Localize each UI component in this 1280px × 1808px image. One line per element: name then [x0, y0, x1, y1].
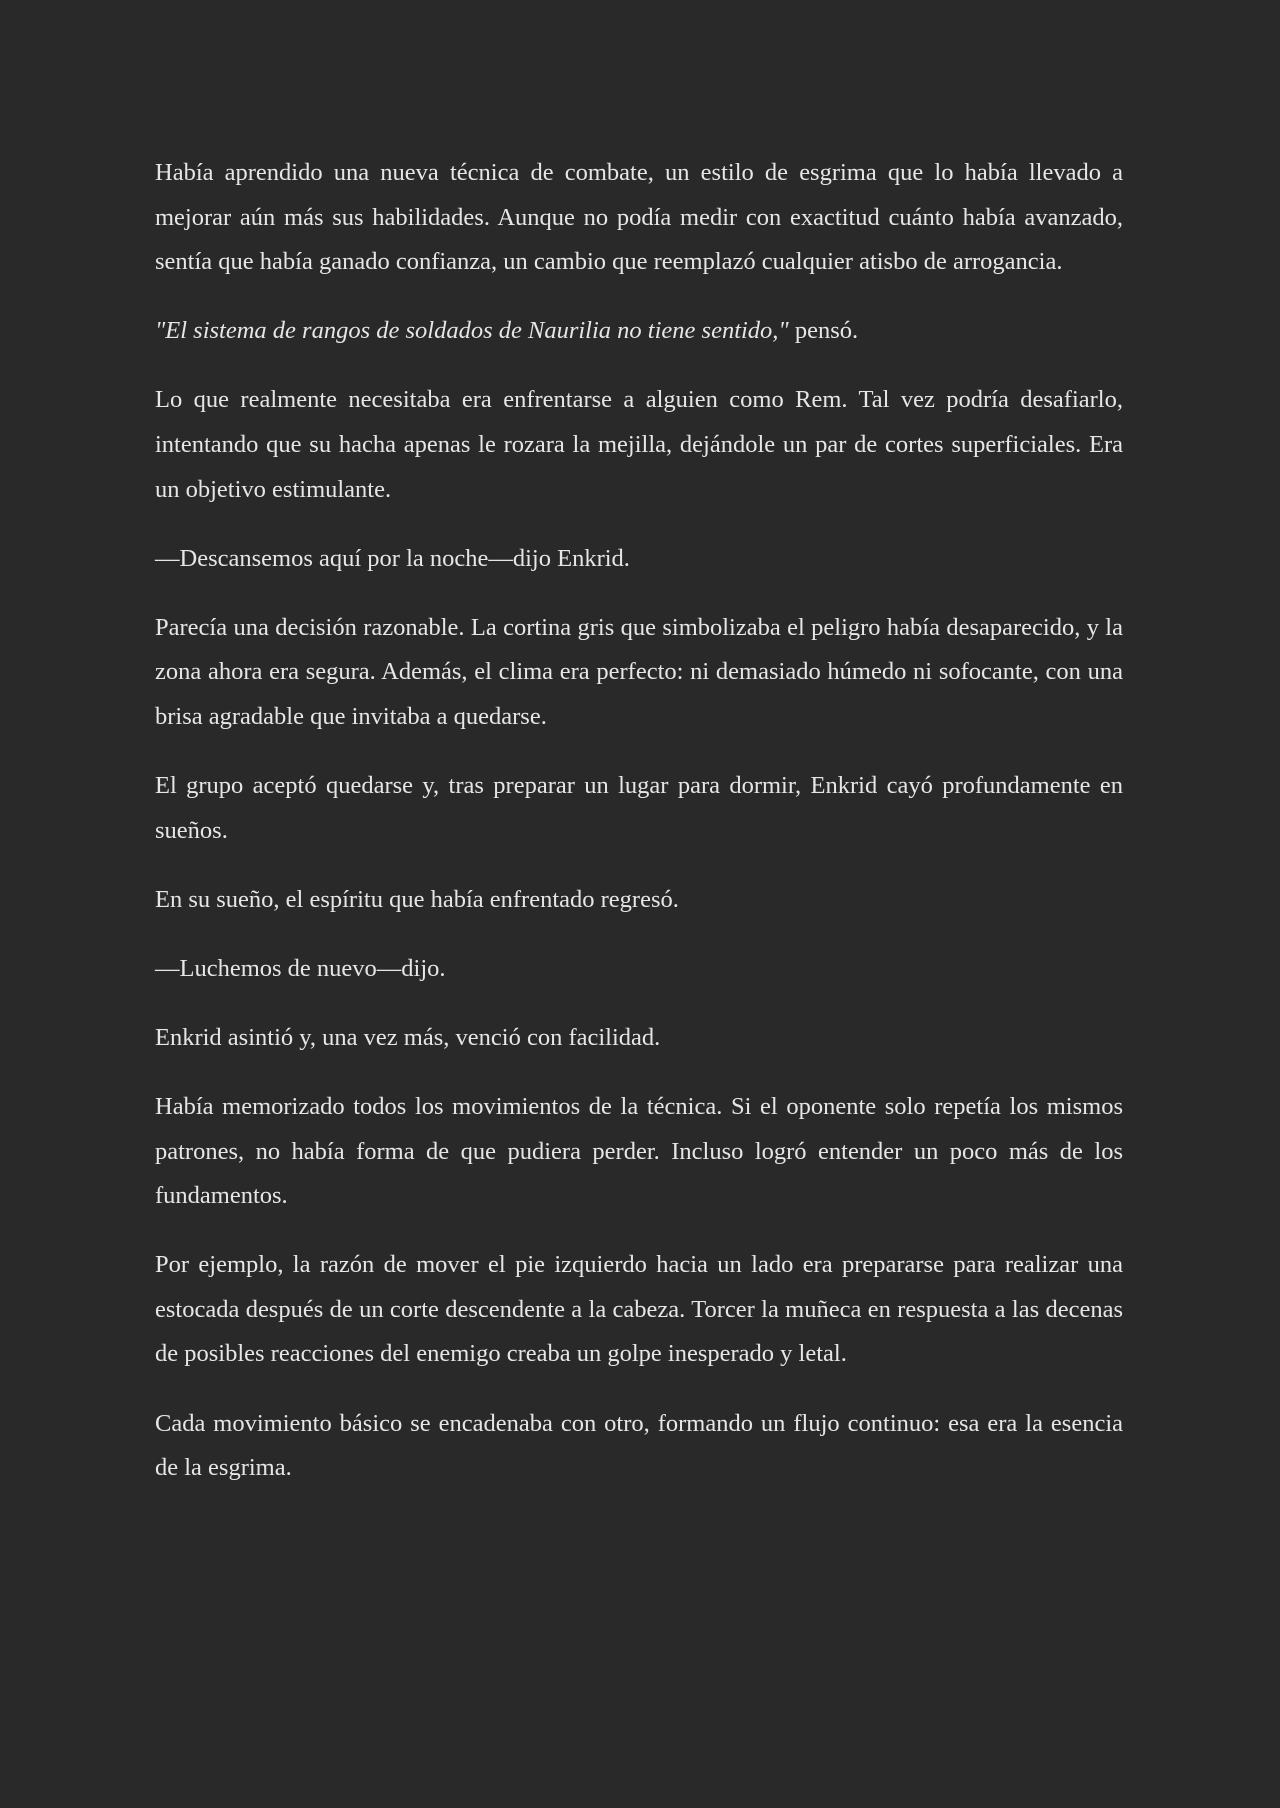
paragraph-dialogue: —Descansemos aquí por la noche—dijo Enkrid.: [155, 544, 630, 572]
paragraph: Lo que realmente necesitaba era enfrentarse a alguien como Rem. Tal vez podría desafiarlo, intentando que su hacha apenas le rozara la mejilla, dejándole un par de cortes superficiales. Era un objetivo estimulante.: [155, 386, 1123, 503]
italic-thought: "El sistema de rangos de soldados de Naurilia no tiene sentido,": [155, 317, 789, 345]
paragraph: Parecía una decisión razonable. La cortina gris que simbolizaba el peligro había desaparecido, y la zona ahora era segura. Además, el clima era perfecto: ni demasiado húmedo ni sofocante, con una brisa agradable que invitaba a quedarse.: [155, 613, 1123, 730]
paragraph: Había aprendido una nueva técnica de combate, un estilo de esgrima que lo había llevado a mejorar aún más sus habilidades. Aunque no podía medir con exactitud cuánto había avanzado, sentía que había ganado confianza, un cambio que reemplazó cualquier atisbo de arrogancia.: [155, 159, 1123, 276]
paragraph: El grupo aceptó quedarse y, tras preparar un lugar para dormir, Enkrid cayó profundamente en sueños.: [155, 772, 1123, 844]
paragraph: Cada movimiento básico se encadenaba con otro, formando un flujo continuo: esa era la esencia de la esgrima.: [155, 1409, 1123, 1482]
paragraph: En su sueño, el espíritu que había enfrentado regresó.: [155, 885, 679, 913]
chapter-text: [155, 151, 1123, 1491]
paragraph: Había memorizado todos los movimientos de la técnica. Si el oponente solo repetía los mismos patrones, no había forma de que pudiera perder. Incluso logró entender un poco más de los fundamentos.: [155, 1093, 1123, 1210]
thought-attribution: pensó.: [788, 317, 859, 345]
paragraph: Por ejemplo, la razón de mover el pie izquierdo hacia un lado era prepararse para realizar una estocada después de un corte descendente a la cabeza. Torcer la muñeca en respuesta a las decenas de posibles reacciones del enemigo creaba un golpe inesperado y letal.: [155, 1251, 1123, 1368]
paragraph-dialogue: —Luchemos de nuevo—dijo.: [155, 954, 446, 982]
paragraph: Enkrid asintió y, una vez más, venció con facilidad.: [155, 1023, 661, 1051]
paragraph-thought: [155, 309, 1123, 354]
